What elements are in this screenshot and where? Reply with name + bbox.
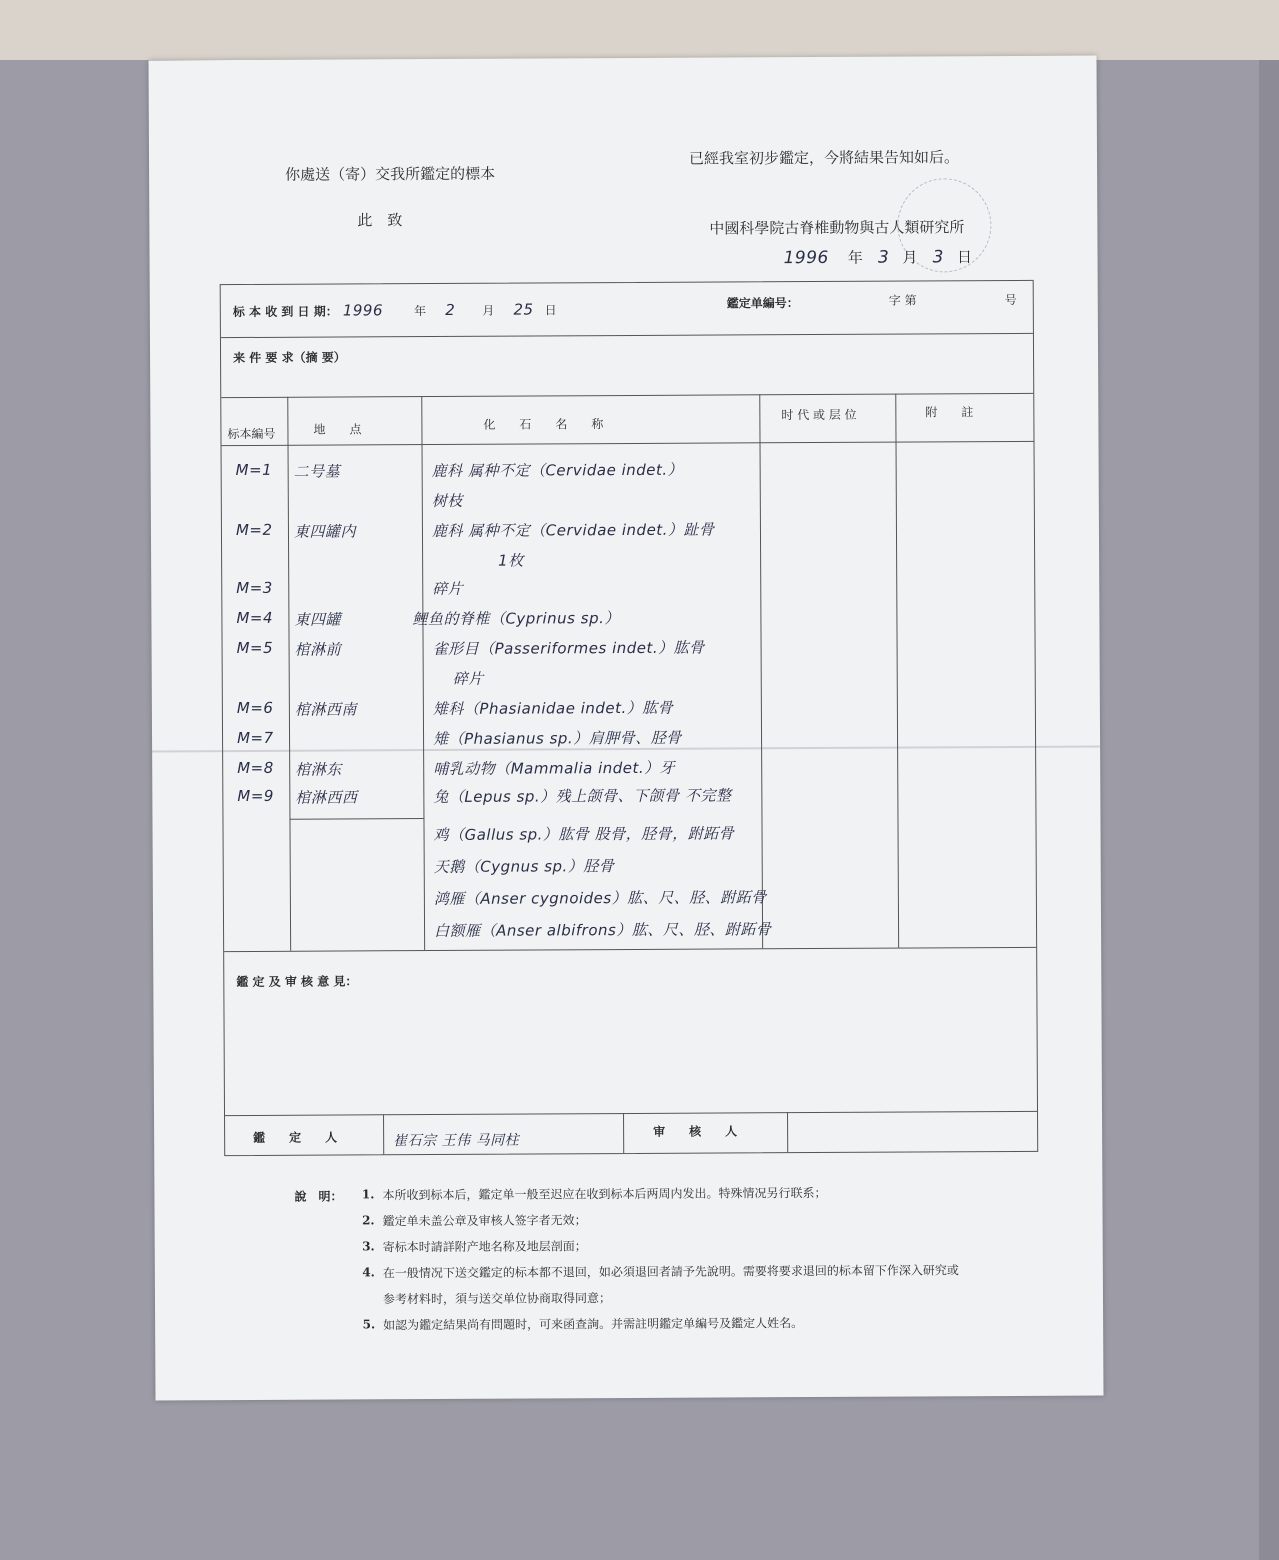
column-line: [623, 1113, 624, 1153]
specimen-fossil-name: 树枝: [431, 491, 463, 511]
received-label: 标 本 收 到 日 期：: [232, 304, 338, 320]
number-hao: 号: [1004, 292, 1017, 308]
background-edge: [1259, 60, 1279, 1560]
received-date: [233, 299, 557, 320]
specimen-fossil-name: 碎片: [452, 669, 484, 688]
column-header-place: 地 点: [313, 422, 362, 437]
specimen-list: [222, 457, 1037, 941]
specimen-id: M=8: [237, 758, 274, 778]
specimen-place: 棺淋前: [294, 640, 342, 659]
note-text: 在一般情况下送交鑑定的标本都不退回，如必須退回者請予先說明。需要将要求退回的标本留下作深入研究或: [382, 1262, 959, 1280]
salutation: 此 致: [357, 211, 403, 230]
specimen-place: 東四罐: [294, 610, 341, 629]
table-row: [222, 575, 1034, 609]
specimen-fossil-name: 碎片: [432, 579, 464, 599]
specimen-fossil-name: 天鹅（Cygnus sp.）胫骨: [433, 857, 615, 877]
specimen-fossil-name: 雉（Phasianus sp.）肩胛骨、胫骨: [433, 728, 682, 749]
specimen-fossil-name: 鹿科 属种不定（Cervidae indet.）: [431, 460, 684, 481]
note-item: [335, 1256, 1075, 1286]
column-line: [383, 1114, 384, 1154]
specimen-fossil-name: 哺乳动物（Mammalia indet.）牙: [433, 758, 676, 779]
divider-line: [225, 1111, 1037, 1116]
specimen-id: M=7: [237, 728, 274, 748]
issue-date-year-unit: 年: [847, 248, 863, 267]
specimen-place: 棺淋东: [295, 760, 342, 779]
table-row: [223, 695, 1035, 729]
specimen-fossil-name: 雀形目（Passeriformes indet.）肱骨: [432, 638, 705, 659]
specimen-place: 棺淋西南: [294, 700, 357, 719]
table-row: [223, 725, 1035, 759]
table-row: [222, 457, 1034, 491]
table-row: [223, 665, 1035, 699]
table-row: [222, 517, 1034, 551]
number-label: 鑑定单編号：: [726, 296, 799, 311]
note-text: 如認为鑑定結果尚有問題时，可来函查詢。并需註明鑑定单編号及鑑定人姓名。: [383, 1315, 804, 1332]
note-text: 鑑定单未盖公章及审核人签字者无效；: [382, 1212, 587, 1228]
divider-line: [221, 393, 1033, 398]
note-item: [335, 1204, 1075, 1234]
note-text: 本所收到标本后，鑑定单一般至迟应在收到标本后两周内发出。特殊情况另行联系；: [382, 1185, 827, 1202]
table-row: [223, 635, 1035, 669]
note-number: 2.: [362, 1213, 375, 1228]
issue-date: [783, 246, 972, 268]
specimen-fossil-name: 1枚: [498, 551, 524, 570]
column-header-age: 时 代 或 层 位: [781, 407, 857, 423]
received-year: 1996: [342, 301, 384, 320]
table-row: [224, 821, 1036, 855]
column-header-remarks: 附 註: [925, 405, 974, 420]
identifier-names: 崔石宗 王伟 马同柱: [393, 1132, 520, 1150]
specimen-fossil-name: 雉科（Phasianidae indet.）肱骨: [432, 698, 674, 719]
column-line: [787, 1112, 788, 1152]
header-right-text: 已經我室初步鑑定，今將結果告知如后。: [688, 148, 960, 168]
table-row: [224, 885, 1036, 919]
received-month-unit: 月: [482, 303, 495, 318]
table-row: [224, 853, 1036, 887]
table-row: [223, 783, 1035, 817]
note-number: 3.: [362, 1239, 375, 1254]
specimen-id: M=1: [235, 460, 273, 480]
note-item: [335, 1308, 1075, 1338]
specimen-place: 二号墓: [293, 462, 341, 481]
note-item: [335, 1230, 1075, 1260]
table-row: [222, 605, 1034, 639]
specimen-place: 東四罐内: [293, 522, 357, 541]
specimen-place: 棺淋西西: [295, 788, 358, 807]
notes-label: 說 明：: [294, 1189, 343, 1204]
specimen-id: M=2: [235, 520, 273, 540]
issue-date-month-unit: 月: [902, 248, 918, 267]
number-zi: 字 第: [888, 293, 917, 308]
note-item: [335, 1282, 1075, 1312]
specimen-fossil-name: 鸿雁（Anser cygnoides）肱、尺、胫、跗跖骨: [433, 888, 767, 909]
specimen-fossil-name: 兔（Lepus sp.）残上颌骨、下颌骨 不完整: [433, 786, 732, 807]
received-year-unit: 年: [414, 304, 427, 319]
table-row: [222, 487, 1034, 521]
issue-date-month: 3: [877, 247, 890, 268]
note-item: [334, 1178, 1074, 1208]
divider-line: [222, 441, 1034, 446]
note-text: 寄标本时請詳附产地名称及地层剖面；: [382, 1238, 587, 1254]
specimen-id: M=3: [236, 578, 273, 598]
specimen-id: M=5: [236, 638, 274, 658]
institute-name: 中國科學院古脊椎動物與古人類研究所: [709, 218, 965, 238]
identifier-label: 鑑 定 人: [253, 1130, 338, 1145]
column-header-fossil-name: 化 石 名 称: [483, 417, 604, 432]
reviewer-label: 审 核 人: [653, 1124, 738, 1139]
divider-line: [221, 333, 1033, 338]
specimen-fossil-name: 白额雁（Anser albifrons）肱、尺、胫、跗跖骨: [434, 920, 772, 941]
table-row: [224, 917, 1036, 951]
received-day: 25: [513, 300, 534, 319]
instructions-notes: [294, 1178, 1075, 1338]
note-number: 1.: [361, 1187, 375, 1202]
header-left-text: 你處送（寄）交我所鑑定的標本: [285, 164, 496, 184]
specimen-id: M=6: [236, 698, 274, 718]
issue-date-year: 1996: [783, 247, 829, 269]
received-month: 2: [445, 300, 456, 319]
opinion-label: 鑑 定 及 审 核 意 見：: [236, 974, 358, 990]
note-number: 5.: [362, 1317, 376, 1332]
specimen-fossil-name: 鲤鱼的脊椎（Cyprinus sp.）: [412, 609, 620, 629]
specimen-id: M=9: [237, 786, 274, 806]
background-wall: [0, 0, 1279, 60]
specimen-id: M=4: [236, 608, 274, 628]
column-header-number: 标本編号: [227, 426, 276, 442]
specimen-fossil-name: 鹿科 属种不定（Cervidae indet.）趾骨: [431, 520, 715, 541]
issue-date-day-unit: 日: [956, 248, 973, 267]
form-frame: [220, 280, 1039, 1156]
request-label: 来 件 要 求（摘 要）: [233, 350, 346, 366]
note-text: 参考材料时，須与送交单位协商取得同意；: [382, 1290, 612, 1306]
note-number: 4.: [362, 1265, 375, 1280]
received-day-unit: 日: [544, 303, 557, 318]
identification-document: [148, 56, 1103, 1401]
issue-date-day: 3: [932, 247, 944, 268]
specimen-fossil-name: 鸡（Gallus sp.）肱骨 股骨，胫骨，跗跖骨: [433, 824, 735, 845]
